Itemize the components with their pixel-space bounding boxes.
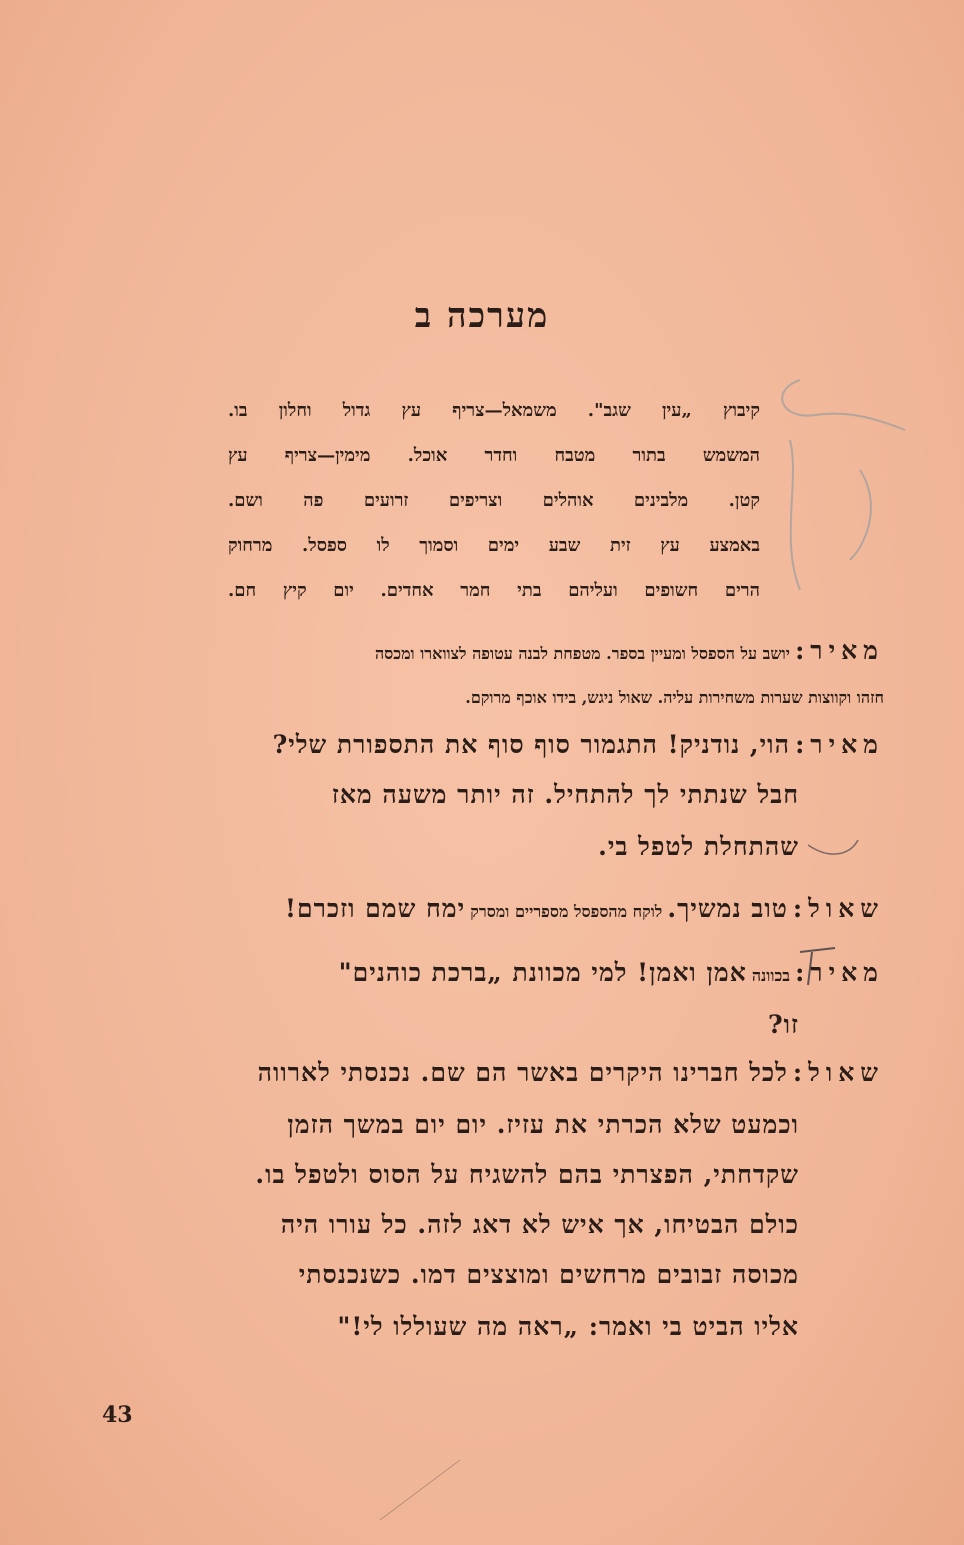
stage-direction-line: באמצע עץ זית שבע ימים וסמוך לו ספסל. מרחוק <box>228 535 760 556</box>
action-direction: יושב על הספסל ומעיין בספר. מטפחת לבנה עטופה לצווארו ומכסה <box>374 644 790 663</box>
dialogue-line <box>337 1312 799 1342</box>
speech-text: אליו הביט בי ואמר: „ראה מה שעוללו לי!" <box>337 1312 799 1341</box>
dialogue-line <box>281 1210 799 1240</box>
speaker-name: מאיר: <box>795 636 884 665</box>
speaker-name: מאיר: <box>795 958 884 987</box>
stage-direction-line: קטן. מלבינים אוהלים וצריפים זרועים פה ושם. <box>228 490 760 511</box>
stage-direction-line: קיבוץ „עין שגב". משמאל—צריף עץ גדול וחלון בו. <box>228 400 760 421</box>
dialogue-line <box>339 958 884 988</box>
speech-text: שהתחלת לטפל בי. <box>598 832 799 861</box>
action-direction: לוקח מהספסל מספריים ומסרק <box>470 902 663 921</box>
speaker-name: שאול: <box>792 894 884 923</box>
speaker-name: שאול: <box>792 1058 884 1087</box>
dialogue-line <box>255 1160 799 1190</box>
speech-text: מכוסה זבובים מרחשים ומוצצים דמו. כשנכנסתי <box>298 1260 799 1289</box>
speech-text: חבל שנתתי לך להתחיל. זה יותר משעה מאז <box>331 780 799 809</box>
speech-text: טוב נמשיך. <box>667 894 788 923</box>
speech-text: וכמעט שלא הכרתי את עזיז. יום יום במשך הזמן <box>287 1110 799 1139</box>
speech-text: אמן ואמן! למי מכוונת „ברכת כוהנים" <box>338 958 747 987</box>
action-direction: חזהו וקווצות שערות משחירות עליה. שאול ניגש, בידו אוכף מרוקם. <box>465 688 884 707</box>
dialogue-line <box>375 636 884 666</box>
dialogue-line <box>273 730 884 760</box>
dialogue-line <box>768 1010 799 1040</box>
stage-direction-line: המשמש בתור מטבח וחדר אוכל. מימין—צריף עץ <box>228 445 760 466</box>
speech-text: הוי, נודניק! התגמור סוף סוף את התספורת שלי? <box>272 730 790 759</box>
speaker-name: מאיר: <box>795 730 884 759</box>
page-number: 43 <box>102 1402 133 1428</box>
speech-text: זו? <box>767 1010 799 1039</box>
dialogue-line <box>332 780 799 810</box>
stage-direction-line: הרים חשופים ועליהם בתי חמר אחדים. יום קיץ חם. <box>228 580 760 601</box>
speech-text: ימח שמם וזכרם! <box>285 894 466 923</box>
act-title: מערכה ב <box>414 296 550 336</box>
dialogue-line <box>258 1058 884 1088</box>
stage-direction <box>228 388 760 613</box>
dialogue-line <box>299 1260 799 1290</box>
dialogue-line <box>598 832 799 862</box>
speech-text: לכל חברינו היקרים באשר הם שם. נכנסתי לארווה <box>257 1058 788 1087</box>
speech-text: כולם הבטיחו, אך איש לא דאג לזה. כל עורו היה <box>280 1210 799 1239</box>
dialogue-line <box>465 688 884 708</box>
dialogue-line <box>285 894 884 924</box>
speech-text: שקדחתי, הפצרתי בהם להשגיח על הסוס ולטפל בו. <box>255 1160 799 1189</box>
action-direction: בכוונה <box>751 966 790 985</box>
dialogue-line <box>287 1110 799 1140</box>
